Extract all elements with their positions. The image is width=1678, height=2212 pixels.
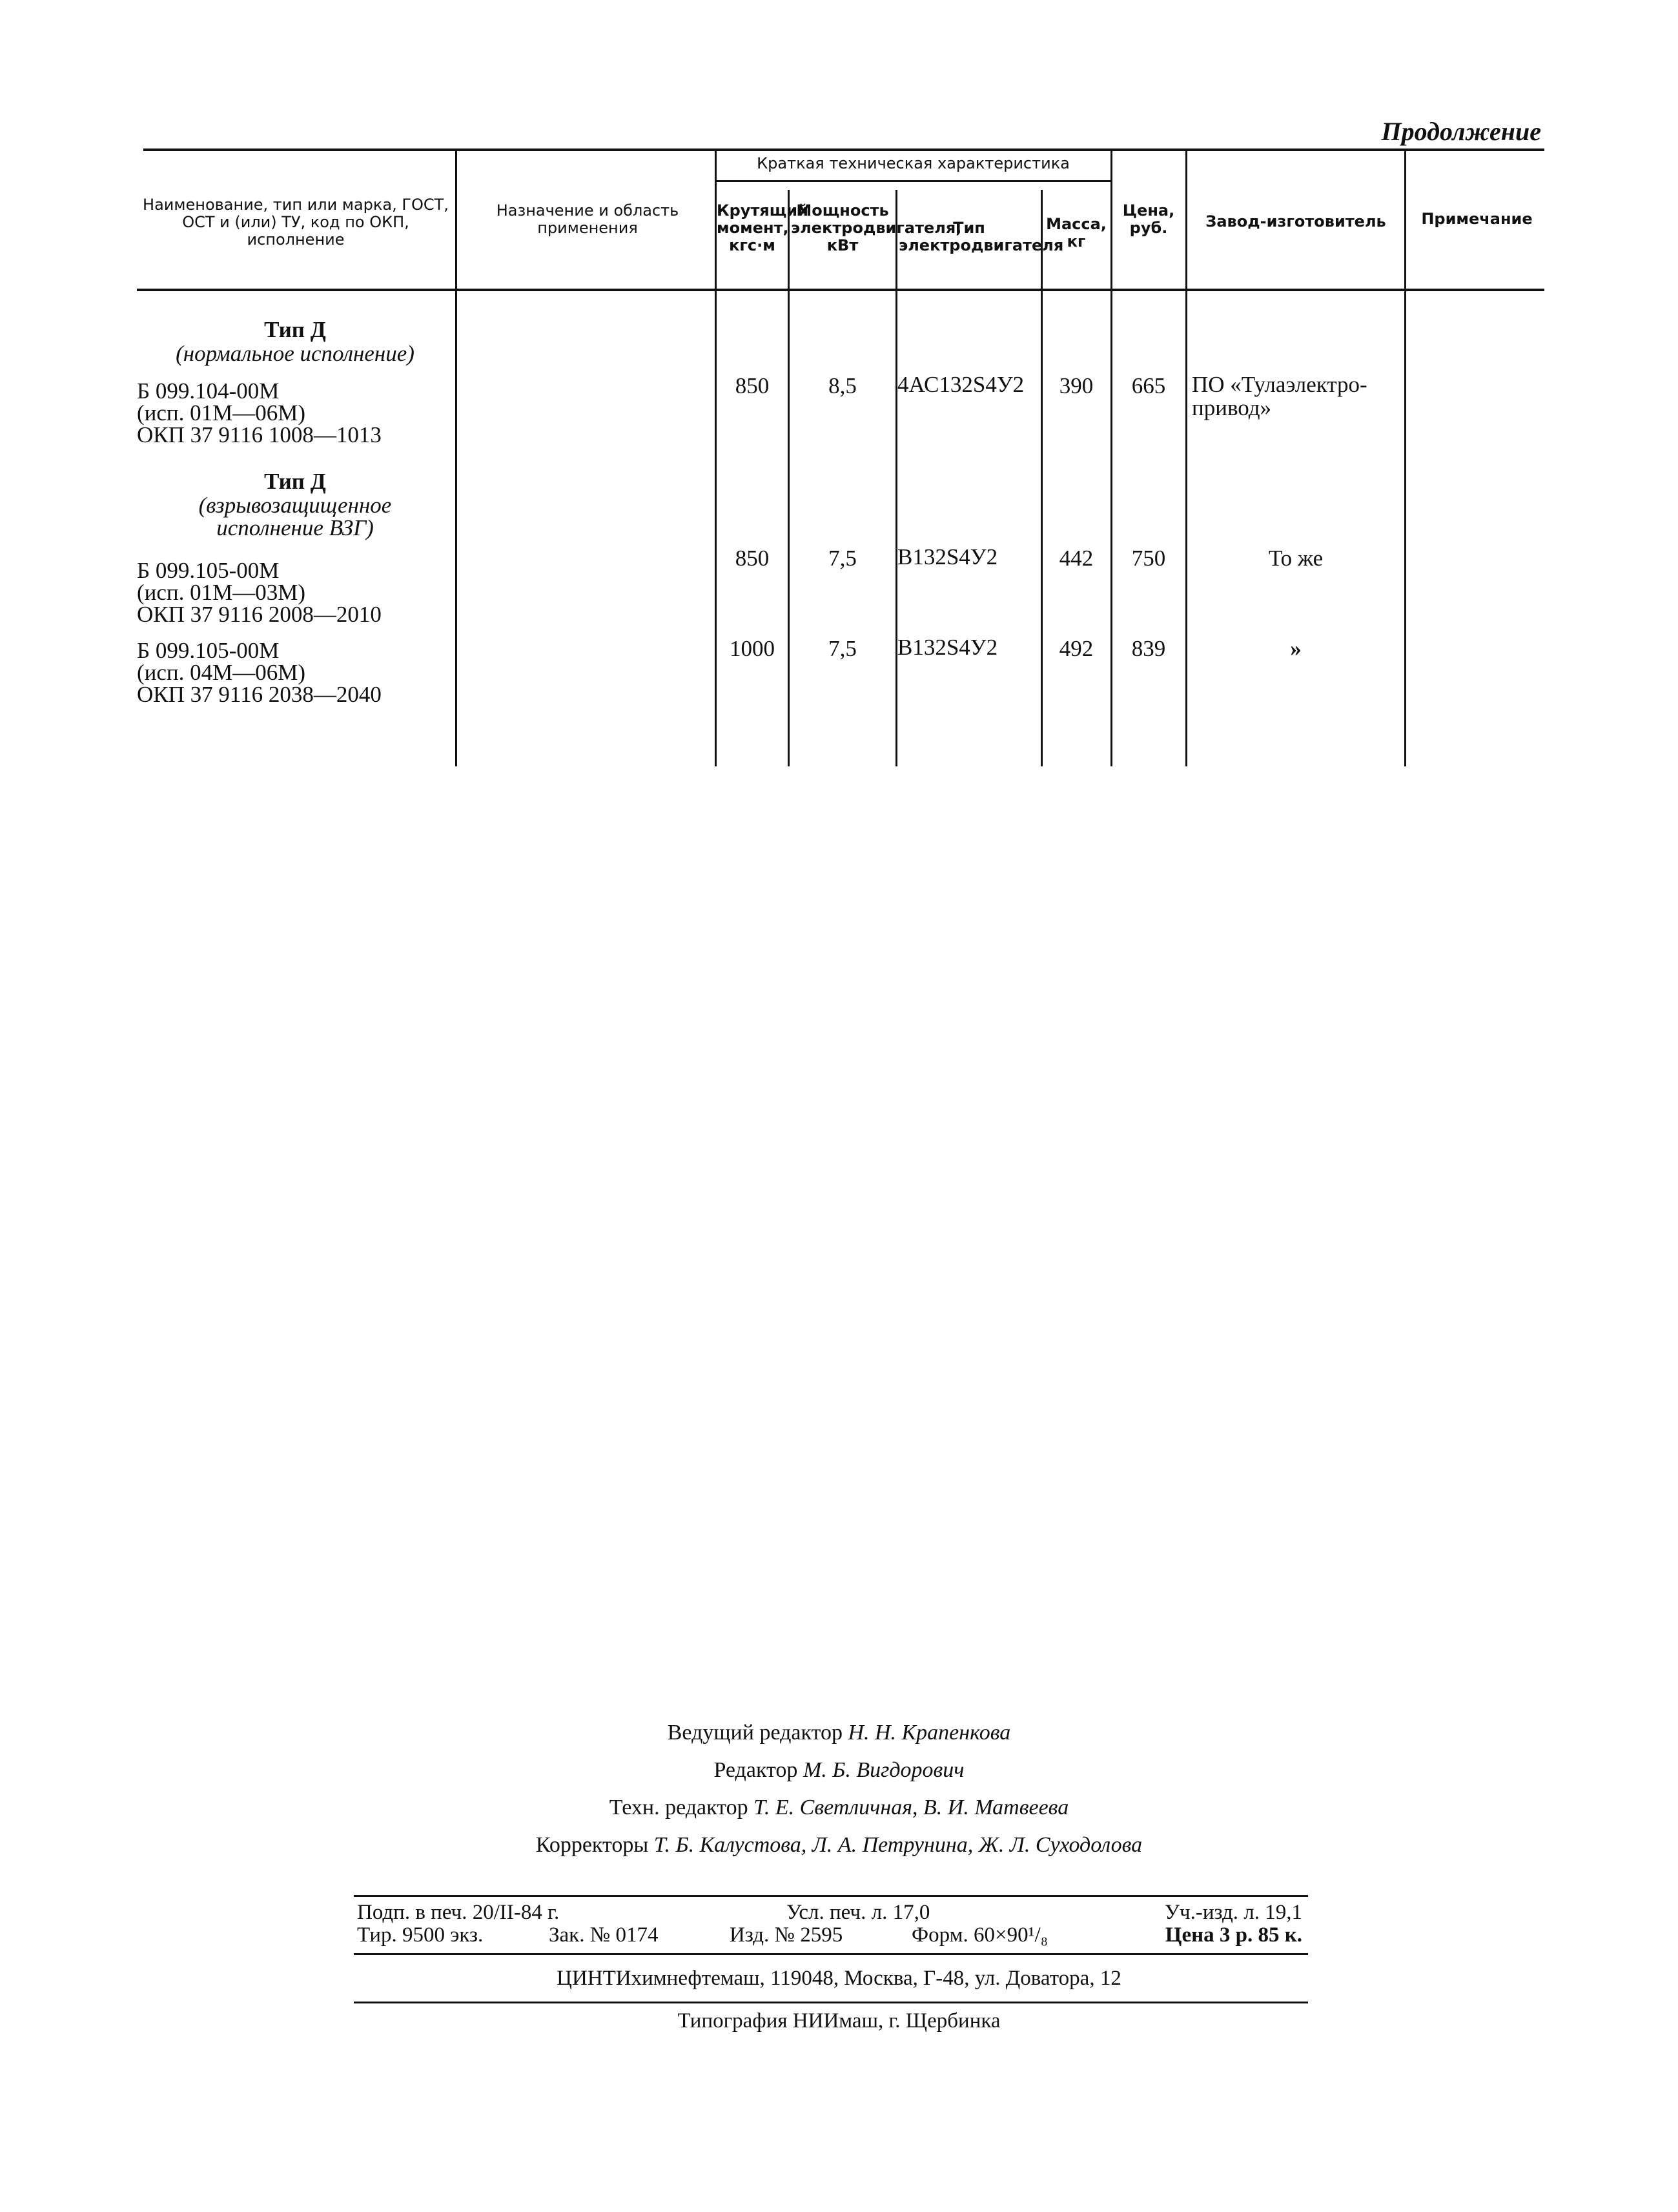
credit-role: Корректоры [535,1833,649,1857]
row-motor-type: В132S4У2 [897,544,998,569]
imprint-print-sheets: Усл. печ. л. 17,0 [786,1901,930,1924]
section-subtitle: (нормальное исполнение) [176,341,414,366]
imprint-run: Тир. 9500 экз. [357,1923,484,1947]
row-mass: 492 [1059,636,1094,661]
row-name-line: (исп. 01М—06М) [137,400,306,425]
imprint-rule-mid [354,1953,1308,1955]
section-title: Тип Д [264,317,326,342]
imprint-edition: Изд. № 2595 [730,1923,843,1947]
imprint-rule-bottom [354,2002,1308,2003]
header-motor-type: Тип электродвигателя [899,219,1064,254]
credit-names: Т. Е. Светличная, В. И. Матвеева [753,1796,1069,1819]
tech-group-rule [717,180,1110,182]
credit-role: Техн. редактор [609,1796,748,1819]
col-divider-6 [1110,150,1112,766]
section-subtitle: (взрывозащищенное [198,493,392,518]
col-divider-3 [788,190,790,766]
row-price: 665 [1131,373,1166,398]
header-name: Наименование, тип или марка, ГОСТ, ОСТ и (или) ТУ, код по ОКП, исполнение [143,196,449,249]
section-subtitle: исполнение ВЗГ) [216,515,374,540]
header-mass: Масса, кг [1046,215,1107,251]
imprint-printer: Типография НИИмаш, г. Щербинка [677,2009,1001,2033]
header-tech-group: Краткая техническая характеристика [757,154,1070,172]
imprint-format: Форм. 60×90¹/₈ [912,1923,1049,1947]
credit-line [0,1714,1678,1752]
imprint-pub-sheets: Уч.-изд. л. 19,1 [1164,1901,1302,1924]
credit-line [0,1789,1678,1827]
imprint-publisher: ЦИНТИхимнефтемаш, 119048, Москва, Г-48, ул. Доватора, 12 [557,1967,1121,1990]
imprint-signed: Подп. в печ. 20/II-84 г. [357,1901,560,1924]
continuation-label: Продолжение [1381,117,1541,146]
row-torque: 850 [735,373,770,398]
row-mass: 390 [1059,373,1094,398]
col-divider-7 [1185,150,1187,766]
col-divider-8 [1404,150,1406,766]
header-plant: Завод-изготовитель [1205,212,1386,230]
header-purpose: Назначение и область применения [496,201,679,237]
header-torque: Крутящий момент, кгс·м [717,201,808,254]
row-price: 750 [1131,546,1166,571]
header-bottom-rule [137,289,1544,291]
row-name-line: (исп. 01М—03М) [137,580,306,605]
row-motor-type: В132S4У2 [897,635,998,660]
credit-role: Редактор [713,1758,798,1782]
imprint-rule-top [354,1895,1308,1897]
row-name-line: Б 099.105-00М [137,638,280,663]
credit-line [0,1827,1678,1864]
row-plant-line: » [1290,636,1302,661]
credit-names: Н. Н. Крапенкова [848,1721,1011,1745]
col-divider-4 [895,190,897,766]
row-power: 8,5 [828,373,857,398]
row-torque: 1000 [730,636,775,661]
row-name-line: Б 099.104-00М [137,378,280,404]
row-plant-line: То же [1268,546,1324,571]
row-plant-line: ПО «Тулаэлектро- [1192,372,1367,397]
col-divider-5 [1041,190,1043,766]
credit-role: Ведущий редактор [667,1721,843,1745]
table-top-rule [143,148,1544,151]
header-price: Цена, руб. [1122,201,1175,237]
row-torque: 850 [735,546,770,571]
row-motor-type: 4АС132S4У2 [897,372,1025,397]
row-name-line: ОКП 37 9116 2008—2010 [137,602,382,627]
row-name-line: (исп. 04М—06М) [137,660,306,685]
row-name-line: ОКП 37 9116 2038—2040 [137,682,382,707]
imprint-price: Цена 3 р. 85 к. [1165,1923,1302,1947]
row-price: 839 [1131,636,1166,661]
col-divider-1 [455,150,457,766]
credit-names: М. Б. Вигдорович [803,1758,965,1782]
section-title: Тип Д [264,469,326,494]
row-plant-line: привод» [1192,395,1272,420]
row-name-line: Б 099.105-00М [137,558,280,583]
row-mass: 442 [1059,546,1094,571]
credits-block [0,1714,1678,1864]
row-power: 7,5 [828,636,857,661]
row-power: 7,5 [828,546,857,571]
header-note: Примечание [1421,210,1533,228]
credit-names: Т. Б. Калустова, Л. А. Петрунина, Ж. Л. Суходолова [653,1833,1143,1857]
header-power: Мощность электродвигателя, кВт [791,201,962,254]
credit-line [0,1752,1678,1789]
imprint-order: Зак. № 0174 [549,1923,659,1947]
row-name-line: ОКП 37 9116 1008—1013 [137,422,382,447]
